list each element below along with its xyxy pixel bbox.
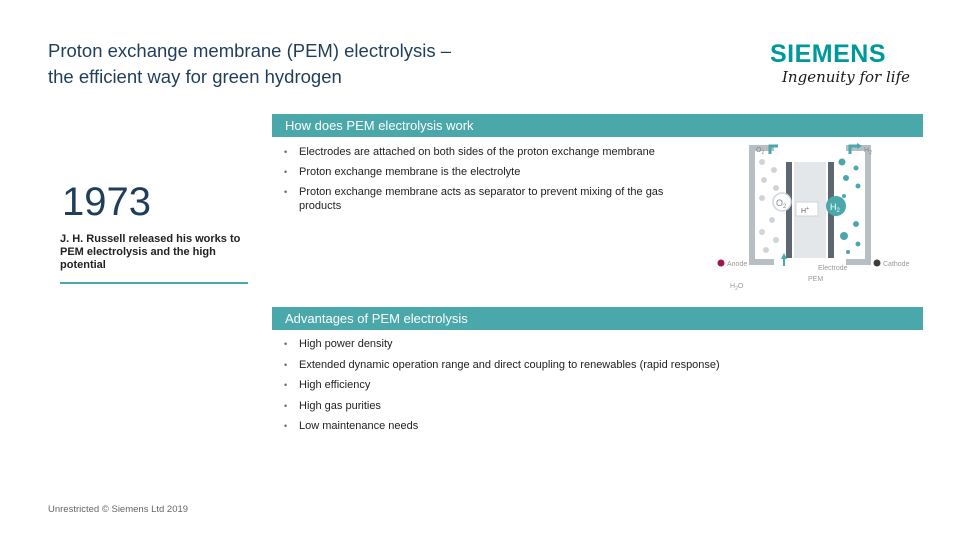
divider [60,282,248,284]
pem-electrolysis-diagram [712,140,922,290]
svg-text:H+: H+ [801,206,809,215]
h2-outlet-label: $H_2$ [864,147,872,156]
electrode-label: Electrode [818,265,848,272]
list-item: • Low maintenance needs [284,419,844,433]
svg-text:H2: $H_2$ [830,202,840,214]
title-line-2: the efficient way for green hydrogen [48,66,342,87]
list-item: • Proton exchange membrane acts as separator to prevent mixing of the gas products [284,185,664,213]
year-description: J. H. Russell released his works to PEM electrolysis and the high potential [60,233,241,271]
section-heading-how-it-works: How does PEM electrolysis work [272,114,923,137]
anode-dot [718,260,725,267]
cathode-label: Cathode [883,261,910,268]
footer-text: Unrestricted © Siemens Ltd 2019 [48,504,189,515]
list-item: • Proton exchange membrane is the electrolyte [284,165,664,179]
anode-label: Anode [727,261,748,268]
list-item: • Extended dynamic operation range and direct coupling to renewables (rapid response) [284,358,844,372]
logo-tagline: Ingenuity for life [782,68,910,86]
pem-label: PEM [808,276,824,283]
page-title [48,38,648,90]
year-highlight: 1973 [62,180,151,224]
logo-wordmark: SIEMENS [769,40,886,68]
list-item: • Electrodes are attached on both sides of the proton exchange membrane [284,145,664,159]
list-item: • High power density [284,337,844,351]
cathode-dot [874,260,881,267]
how-it-works-list [284,145,664,219]
title-line-1: Proton exchange membrane (PEM) electrolysis – [48,40,452,61]
list-item: • High efficiency [284,378,844,392]
list-item: • High gas purities [284,399,844,413]
siemens-logo [768,40,918,96]
section-heading-advantages: Advantages of PEM electrolysis [272,307,923,330]
water-label: $H_2O$ [730,283,744,290]
anode-frame [752,148,774,262]
o2-outlet-label: $O_2$ [756,147,765,156]
svg-text:O2: $O_2$ [776,198,787,210]
advantages-list [284,337,844,440]
